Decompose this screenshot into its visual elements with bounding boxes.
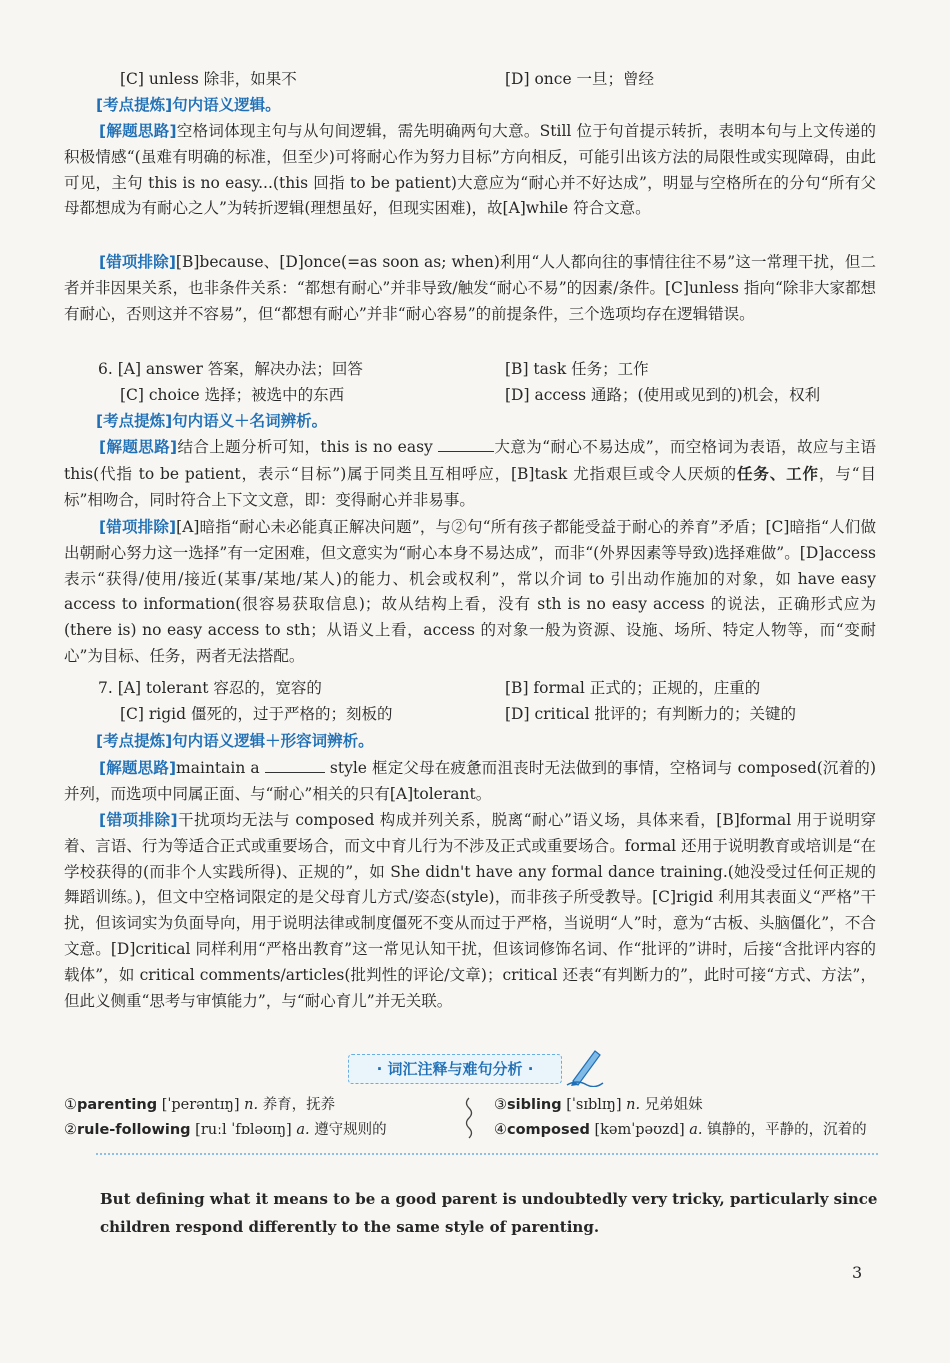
kaodian-tag: [考点提炼] [96,412,173,430]
kaodian-tag: [考点提炼] [96,732,173,750]
vocab-def: 遵守规则的 [314,1122,387,1138]
q5-jieti-paragraph [64,119,876,222]
cuoxiang-tag: [错项排除] [99,811,178,829]
vocab-def: 镇静的，平静的，沉着的 [707,1122,867,1138]
cuoxiang-tag: [错项排除] [99,518,177,536]
vocab-def: 兄弟姐妹 [644,1097,703,1113]
q5-cuoxiang-paragraph [64,250,876,327]
q6-option-c: [C] choice 选择；被选中的东西 [120,386,345,404]
q7-option-d: [D] critical 批评的；有判断力的；关键的 [505,705,796,723]
cuoxiang-text: 干扰项均无法与 composed 构成并列关系，脱离“耐心”语义场，具体来看，[B]formal 用于说明穿着、言语、行为等适合正式或重要场合，而文中育儿行为不涉及正式或重要场合。formal 还用于说明教育或培训是“在学校获得的(而非个人实践所得)、正规的”，如 She didn't have any formal dance training.(她没受过任何正规的舞蹈训练。)，但文中空格词限定的是父母育儿方式/姿态(style)，而非孩子所受教导。[C]rigid 利用其表面义“严格”干扰，但该词实为负面导向，用于说明法律或制度僵死不变从而过于严格，当说明“人”时，意为“古板、头脑僵化”，不合文意。[D]critical 同样利用“严格出教育”这一常见认知干扰，但该词修饰名词、作“批评的”讲时，后接“含批评内容的载体”，如 critical comments/articles(批判性的评论/文章)；critical 还表“有判断力的”，此时可接“方式、方法”，但此义侧重“思考与审慎能力”，与“耐心育儿”并无关联。 [64,811,876,1010]
vocab-item [64,1119,387,1141]
vocab-pos: n. [244,1097,259,1113]
vocab-phonetic: [kəmˈpəʊzd] [594,1122,685,1138]
vocab-pos: n. [626,1097,641,1113]
vocab-word: sibling [507,1097,562,1113]
q6-option-d: [D] access 通路；(使用或见到的)机会，权利 [505,386,821,404]
jieti-text-pre: maintain a [176,759,265,777]
kaodian-tag: [考点提炼] [96,96,173,114]
cuoxiang-text: [A]暗指“耐心未必能真正解决问题”，与②句“所有孩子都能受益于耐心的养育”矛盾；[C]暗指“人们做出朝耐心努力这一选择”有一定困难，但文意实为“耐心本身不易达成”，而非“(外界因素等导致)选择难做”。[D]access 表示“获得/使用/接近(某事/某地/某人)的能力、机会或权利”，常以介词 to 引出动作施加的对象，如 have easy access to information(很容易获取信息)；故从结构上看，没有 sth is no easy access 的说法，正确形式应为(there is) no easy access to sth；从语义上看，access 的对象一般为资源、设施、场所、特定人物等，而“变耐心”为目标、任务，两者无法搭配。 [64,518,876,665]
jieti-tag: [解题思路] [99,438,178,456]
vocab-num: ④ [494,1122,507,1138]
kaodian-text: 句内语义逻辑。 [172,96,281,114]
vocab-word: rule-following [77,1122,191,1138]
q6-cuoxiang-paragraph [64,515,876,670]
difficult-sentence: But defining what it means to be a good parent is undoubtedly very tricky, particularly since children respond differently to the same style of parenting. [100,1190,878,1236]
divider-squiggle [462,1096,476,1140]
vocab-pos: a. [689,1122,703,1138]
kaodian-text: 句内语义＋名词辨析。 [172,412,328,430]
jieti-text-mid: 大意为“耐心不易达成”，而空格词为表语，故应与主语 this(代指 to be patient，表示“目标”)属于同类且互相呼应，[B]task 尤指艰巨或令人厌烦的 [64,438,876,483]
jieti-text-bold: 任务、工作 [736,463,819,483]
cuoxiang-text: [B]because、[D]once(=as soon as; when)利用“人人都向往的事情往往不易”这一常理干扰，但二者并非因果关系，也非条件关系：“都想有耐心”并非导致/触发“耐心不易”的因素/条件。[C]unless 指向“除非大家都想有耐心，否则这并不容易”，但“都想有耐心”并非“耐心容易”的前提条件，三个选项均存在逻辑错误。 [64,253,877,323]
q5-option-c: [C] unless 除非，如果不 [120,70,297,88]
vocab-banner: · 词汇注释与难句分析 · [348,1054,562,1084]
kaodian-text: 句内语义逻辑＋形容词辨析。 [172,732,374,750]
q7-kaodian [96,729,876,755]
q7-jieti-paragraph [64,756,876,808]
page-number: 3 [852,1263,863,1282]
vocab-word: parenting [77,1097,158,1113]
jieti-tag: [解题思路] [99,759,177,777]
q7-option-c: [C] rigid 僵死的，过于严格的；刻板的 [120,705,393,723]
jieti-tag: [解题思路] [99,122,177,140]
jieti-text-pre: 结合上题分析可知，this is no easy [177,438,439,456]
q6-option-b: [B] task 任务；工作 [505,360,649,378]
jieti-text: 空格词体现主句与从句间逻辑，需先明确两句大意。Still 位于句首提示转折，表明本句与上文传递的积极情感“(虽难有明确的标准，但至少)可将耐心作为努力目标”方向相反，可能引出该方法的局限性或实现障碍，由此可见，主句 this is no easy...(this 回指 to be patient)大意应为“耐心并不好达成”，明显与空格所在的分句“所有父母都想成为有耐心之人”为转折逻辑(理想虽好，但现实困难)，故[A]while 符合文意。 [64,122,876,218]
vocab-phonetic: [ruːl ˈfɒləʊɪŋ] [195,1122,292,1138]
vocab-num: ② [64,1122,77,1138]
cuoxiang-tag: [错项排除] [99,253,176,271]
vocab-item [64,1094,335,1116]
pen-icon [565,1045,605,1087]
q7-option-a: 7. [A] tolerant 容忍的，宽容的 [98,679,322,697]
dotted-divider [96,1153,878,1155]
vocab-def: 养育，抚养 [262,1097,336,1113]
q7-cuoxiang-paragraph [64,808,876,1014]
vocab-num: ① [64,1097,77,1113]
answer-blank [265,758,325,773]
vocab-pos: a. [296,1122,310,1138]
jieti-text-post: style 框定父母在疲惫而沮丧时无法做到的事情，空格词与 composed(沉着的)并列，而选项中同属正面、与“耐心”相关的只有[A]tolerant。 [64,759,876,803]
jieti-text-post: ，与“目标”相吻合，同时符合上下文文意，即：变得耐心并非易事。 [64,464,876,509]
q5-option-d: [D] once 一旦；曾经 [505,70,655,88]
q6-kaodian [96,409,876,435]
vocab-phonetic: [ˈperəntɪŋ] [161,1097,240,1113]
vocab-item [494,1119,867,1141]
vocab-phonetic: [ˈsɪblɪŋ] [566,1097,622,1113]
answer-blank [438,437,494,452]
q6-option-a: 6. [A] answer 答案，解决办法；回答 [98,360,363,378]
q6-jieti-paragraph [64,435,876,513]
vocab-word: composed [507,1122,590,1138]
q7-option-b: [B] formal 正式的；正规的，庄重的 [505,679,761,697]
vocab-item [494,1094,703,1116]
q5-kaodian [96,93,876,119]
vocab-num: ③ [494,1097,507,1113]
